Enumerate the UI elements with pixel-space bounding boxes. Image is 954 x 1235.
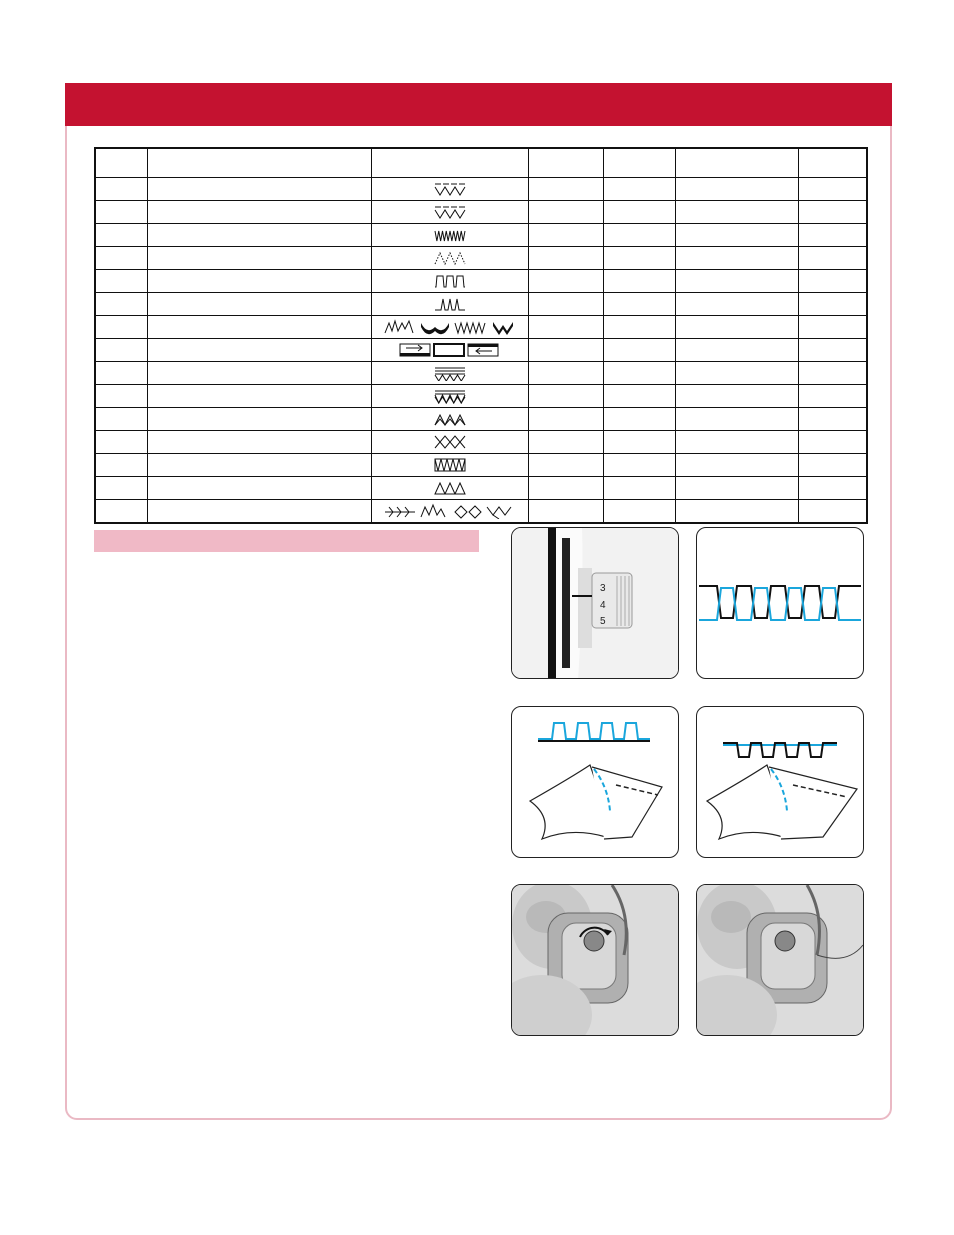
- table-cell: [95, 178, 147, 201]
- table-cell: [798, 500, 867, 524]
- table-cell: [95, 362, 147, 385]
- table-header-row: [95, 148, 867, 178]
- table-cell: [603, 201, 675, 224]
- table-cell: [147, 224, 371, 247]
- table-cell: [798, 270, 867, 293]
- stitch-symbol-cell: [371, 201, 528, 224]
- table-cell: [95, 293, 147, 316]
- loose-tension-panel: [696, 706, 864, 858]
- table-cell: [528, 316, 603, 339]
- triple-zigzag-double-icon: [433, 204, 467, 220]
- header-cell: [675, 148, 798, 178]
- dotted-zigzag-icon: [433, 250, 467, 266]
- header-cell: [147, 148, 371, 178]
- table-cell: [603, 316, 675, 339]
- dial-number: 5: [600, 616, 606, 627]
- table-cell: [675, 270, 798, 293]
- bobbin-case-adjust-panel: [511, 884, 679, 1036]
- dial-number: 3: [600, 583, 606, 594]
- header-cell: [528, 148, 603, 178]
- table-cell: [147, 270, 371, 293]
- table-cell: [528, 247, 603, 270]
- stitch-symbol-cell: [371, 431, 528, 454]
- table-row: [95, 477, 867, 500]
- table-cell: [675, 454, 798, 477]
- table-cell: [95, 408, 147, 431]
- table-cell: [603, 408, 675, 431]
- table-cell: [147, 477, 371, 500]
- table-row: [95, 500, 867, 524]
- table-cell: [603, 431, 675, 454]
- table-cell: [603, 500, 675, 524]
- table-cell: [95, 385, 147, 408]
- table-cell: [528, 408, 603, 431]
- table-cell: [147, 247, 371, 270]
- table-cell: [147, 431, 371, 454]
- table-row: [95, 178, 867, 201]
- table-cell: [798, 247, 867, 270]
- balanced-stitch-panel: [696, 527, 864, 679]
- subheader-bar: [94, 530, 479, 552]
- table-cell: [95, 247, 147, 270]
- table-cell: [675, 362, 798, 385]
- table-cell: [798, 201, 867, 224]
- stitch-symbol-cell: [371, 224, 528, 247]
- table-cell: [95, 224, 147, 247]
- table-cell: [798, 431, 867, 454]
- table-row: [95, 293, 867, 316]
- table-cell: [798, 339, 867, 362]
- table-cell: [675, 385, 798, 408]
- stitch-symbol-cell: [371, 500, 528, 524]
- header-cell: [95, 148, 147, 178]
- table-cell: [147, 339, 371, 362]
- table-cell: [147, 385, 371, 408]
- stitch-symbol-cell: [371, 316, 528, 339]
- table-row: [95, 224, 867, 247]
- table-cell: [675, 201, 798, 224]
- table-cell: [528, 385, 603, 408]
- zigzag-filled-icon: [433, 411, 467, 427]
- stitch-symbol-cell: [371, 385, 528, 408]
- table-cell: [528, 431, 603, 454]
- table-cell: [798, 385, 867, 408]
- table-cell: [603, 385, 675, 408]
- table-cell: [603, 339, 675, 362]
- cross-stitch-icon: [433, 434, 467, 450]
- table-cell: [675, 500, 798, 524]
- table-cell: [603, 477, 675, 500]
- blind-hem-square-icon: [433, 273, 467, 289]
- tension-dial-panel: [511, 527, 679, 679]
- table-cell: [798, 224, 867, 247]
- table-row: [95, 247, 867, 270]
- table-row: [95, 339, 867, 362]
- table-cell: [528, 454, 603, 477]
- table-cell: [147, 178, 371, 201]
- table-cell: [147, 500, 371, 524]
- table-cell: [798, 178, 867, 201]
- feather-stacked-a-icon: [433, 365, 467, 381]
- table-cell: [675, 316, 798, 339]
- stitch-symbol-cell: [371, 178, 528, 201]
- table-cell: [528, 293, 603, 316]
- buttonhole-set-icon: [398, 342, 502, 358]
- stitch-symbol-cell: [371, 339, 528, 362]
- table-cell: [798, 316, 867, 339]
- triangle-row-icon: [433, 480, 467, 496]
- stitch-symbol-cell: [371, 454, 528, 477]
- table-cell: [798, 408, 867, 431]
- table-cell: [95, 316, 147, 339]
- table-cell: [528, 270, 603, 293]
- stitch-symbol-cell: [371, 408, 528, 431]
- header-cell: [603, 148, 675, 178]
- overlock-icon: [433, 457, 467, 473]
- table-cell: [603, 178, 675, 201]
- table-cell: [603, 454, 675, 477]
- table-cell: [95, 454, 147, 477]
- table-cell: [95, 500, 147, 524]
- table-cell: [528, 339, 603, 362]
- table-cell: [675, 178, 798, 201]
- table-cell: [675, 477, 798, 500]
- table-cell: [528, 477, 603, 500]
- table-cell: [603, 293, 675, 316]
- table-cell: [603, 362, 675, 385]
- stitch-symbol-cell: [371, 293, 528, 316]
- blind-hem-peak-icon: [433, 296, 467, 312]
- table-cell: [147, 316, 371, 339]
- stitch-table: [94, 147, 868, 524]
- table-cell: [675, 224, 798, 247]
- table-cell: [528, 500, 603, 524]
- table-row: [95, 201, 867, 224]
- table-cell: [95, 270, 147, 293]
- feather-stacked-b-icon: [433, 388, 467, 404]
- table-cell: [147, 408, 371, 431]
- table-cell: [798, 454, 867, 477]
- table-cell: [95, 339, 147, 362]
- dense-zigzag-icon: [433, 227, 467, 243]
- decorative-quad-b-icon: [383, 503, 517, 519]
- table-cell: [603, 270, 675, 293]
- stitch-symbol-cell: [371, 270, 528, 293]
- table-cell: [675, 339, 798, 362]
- table-row: [95, 362, 867, 385]
- table-cell: [528, 224, 603, 247]
- table-row: [95, 454, 867, 477]
- table-cell: [95, 477, 147, 500]
- table-row: [95, 431, 867, 454]
- table-cell: [95, 201, 147, 224]
- table-row: [95, 385, 867, 408]
- header-cell: [371, 148, 528, 178]
- table-cell: [528, 201, 603, 224]
- tight-tension-panel: [511, 706, 679, 858]
- dial-number: 4: [600, 600, 606, 611]
- table-cell: [675, 247, 798, 270]
- table-cell: [675, 408, 798, 431]
- triple-zigzag-double-icon: [433, 181, 467, 197]
- table-cell: [798, 362, 867, 385]
- header-cell: [798, 148, 867, 178]
- table-cell: [798, 477, 867, 500]
- table-cell: [603, 224, 675, 247]
- stitch-symbol-cell: [371, 247, 528, 270]
- table-cell: [528, 362, 603, 385]
- table-cell: [147, 454, 371, 477]
- table-cell: [147, 293, 371, 316]
- table-cell: [147, 362, 371, 385]
- table-row: [95, 316, 867, 339]
- stitch-symbol-cell: [371, 362, 528, 385]
- table-cell: [603, 247, 675, 270]
- bobbin-case-panel: [696, 884, 864, 1036]
- table-cell: [675, 293, 798, 316]
- table-row: [95, 270, 867, 293]
- table-row: [95, 408, 867, 431]
- table-cell: [798, 293, 867, 316]
- stitch-symbol-cell: [371, 477, 528, 500]
- table-cell: [528, 178, 603, 201]
- header-bar: [65, 83, 892, 126]
- decorative-quad-icon: [383, 319, 517, 335]
- table-cell: [675, 431, 798, 454]
- table-cell: [147, 201, 371, 224]
- table-cell: [95, 431, 147, 454]
